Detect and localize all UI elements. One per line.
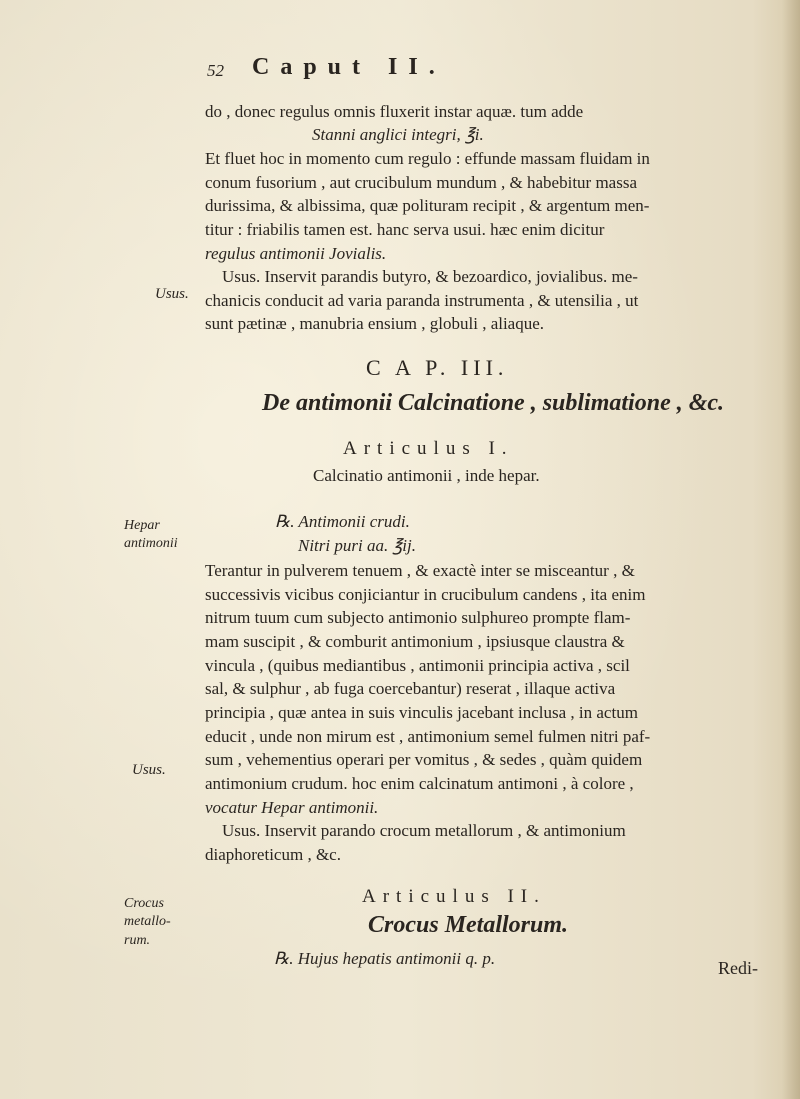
- margin-note-rum: rum.: [124, 933, 151, 948]
- chapter-title: De antimonii Calcinatione , sublimatione , &c.: [262, 390, 725, 416]
- running-title: Caput II.: [252, 54, 446, 80]
- text-line: diaphoreticum , &c.: [205, 845, 341, 864]
- page-number: 52: [207, 61, 224, 80]
- text-line: vincula , (quibus mediantibus , antimonii principia activa , scil: [205, 656, 630, 675]
- text-line: educit , unde non mirum est , antimonium semel fulmen nitri paf-: [205, 727, 651, 746]
- article-heading-2: Articulus II.: [362, 886, 546, 907]
- margin-note-usus: Usus.: [155, 286, 189, 302]
- text-line: Usus. Inservit parando crocum metallorum , & antimonium: [222, 821, 626, 840]
- margin-note-usus-2: Usus.: [132, 762, 166, 778]
- text-line: nitrum tuum cum subjecto antimonio sulphureo prompte flam-: [205, 608, 631, 627]
- margin-note-metallo: metallo-: [124, 914, 171, 929]
- text-line-regulus: regulus antimonii Jovialis.: [205, 244, 387, 263]
- margin-note-crocus: Crocus: [124, 896, 164, 911]
- text-line: do , donec regulus omnis fluxerit instar aquæ. tum adde: [205, 102, 584, 121]
- margin-note-antimonii: antimonii: [124, 536, 178, 551]
- text-line: principia , quæ antea in suis vinculis jacebant inclusa , in actum: [205, 703, 638, 722]
- text-line: conum fusorium , aut crucibulum mundum , & habebitur massa: [205, 173, 638, 192]
- text-line: sum , vehementius operari per vomitus , & sedes , quàm quidem: [205, 750, 643, 769]
- text-line: sal, & sulphur , ab fuga coercebantur) reserat , illaque activa: [205, 679, 616, 698]
- text-line: sunt pætinæ , manubria ensium , globuli , aliaque.: [205, 314, 545, 333]
- text-line: mam suscipit , & comburit antimonium , ipsiusque claustra &: [205, 632, 625, 651]
- text-line: chanicis conducit ad varia paranda instrumenta , & utensilia , ut: [205, 291, 639, 310]
- article-subtitle-1: Calcinatio antimonii , inde hepar.: [313, 466, 540, 485]
- text-line: successivis vicibus conjiciantur in crucibulum candens , ita enim: [205, 585, 646, 604]
- recipe-line-1: ℞. Antimonii crudi.: [275, 512, 410, 531]
- text-line: durissima, & albissima, quæ polituram recipit , & argentum men-: [205, 196, 650, 215]
- text-line-hepar: vocatur Hepar antimonii.: [205, 798, 379, 817]
- page-edge-shadow: [782, 0, 800, 1099]
- recipe-line-3: ℞. Hujus hepatis antimonii q. p.: [274, 949, 496, 968]
- text-line: antimonium crudum. hoc enim calcinatum antimoni , à colore ,: [205, 774, 634, 793]
- article-heading-1: Articulus I.: [343, 438, 514, 459]
- text-line: titur : friabilis tamen est. hanc serva usui. hæc enim dicitur: [205, 220, 605, 239]
- text-line: Terantur in pulverem tenuem , & exactè inter se misceantur , &: [205, 561, 635, 580]
- margin-note-hepar: Hepar: [124, 518, 160, 533]
- text-line: Et fluet hoc in momento cum regulo : effunde massam fluidam in: [205, 149, 650, 168]
- recipe-line-2: Nitri puri aa. ℥ij.: [298, 536, 416, 555]
- catchword: Redi-: [718, 958, 758, 978]
- chapter-label: C A P. III.: [366, 355, 509, 380]
- article-title-2: Crocus Metallorum.: [368, 912, 569, 938]
- text-line-recipe-stanni: Stanni anglici integri, ℥i.: [312, 125, 484, 144]
- text-line: Usus. Inservit parandis butyro, & bezoardico, jovialibus. me-: [222, 267, 638, 286]
